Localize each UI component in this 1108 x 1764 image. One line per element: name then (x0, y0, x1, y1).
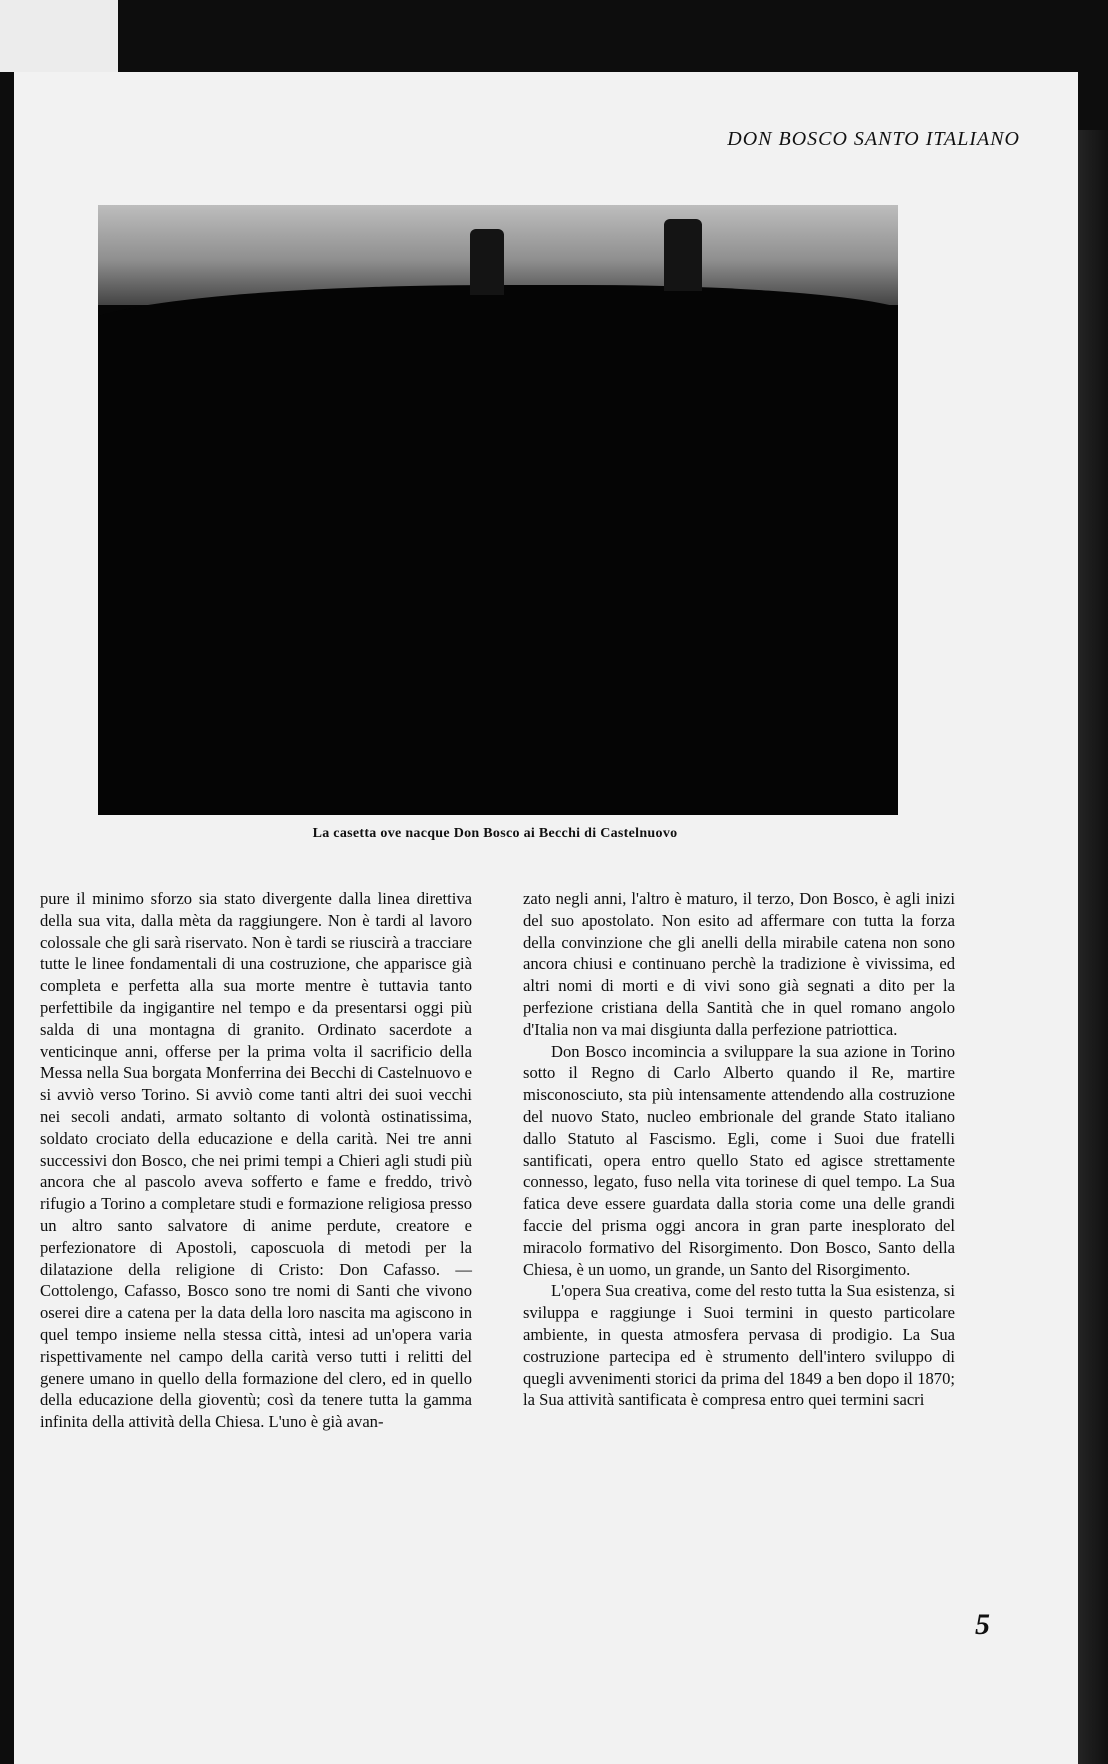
scan-corner (0, 0, 118, 72)
photo-caption: La casetta ove nacque Don Bosco ai Becchi di Castelnuovo (312, 826, 678, 841)
running-head: DON BOSCO SANTO ITALIANO (727, 128, 1020, 150)
paragraph: zato negli anni, l'altro è maturo, il terzo, Don Bosco, è agli inizi del suo apostolato. Non esito ad affermare con tutta la forza della convinzione che gli anelli della mirabile catena non sono ancora chiusi e continuano perchè la tradizione è vivissima, ed altri nomi di morti e di vivi sono già segnati a dito per la perfezione cristiana della Santità che in quel romano angolo d'Italia non va mai disgiunta dalla perfezione patriottica. (523, 889, 955, 1039)
text-column-right (523, 888, 955, 1411)
page-number: 5 (975, 1608, 990, 1641)
paragraph: L'opera Sua creativa, come del resto tutta la Sua esistenza, si sviluppa e raggiunge i Suoi termini in questo particolare ambiente, in questa atmosfera pervasa di prodigio. La Sua costruzione partecipa ed è strumento dell'intero sviluppo di quegli avvenimenti storici da prima del 1849 a ben dopo il 1870; la Sua attività santificata è compresa entro quei termini sacri (523, 1281, 955, 1410)
photo-post-right (664, 219, 702, 291)
photo-hillside (98, 285, 898, 815)
photo-post-left (470, 229, 504, 295)
paragraph: Don Bosco incomincia a sviluppare la sua azione in Torino sotto il Regno di Carlo Alberto quando il Re, martire misconosciuto, sta più intensamente attendendo alla costruzione del nuovo Stato, nucleo embrionale del grande Stato italiano dallo Statuto al Fascismo. Egli, come i Suoi due fratelli santificati, opera entro quello Stato ed agisce strettamente connesso, legato, fuso nella vita torinese di quel tempo. La Sua fatica deve essere guardata dalla storia come una delle grandi faccie del prisma oggi ancora in gran parte inesplorato del miracolo formativo del Risorgimento. Don Bosco, Santo della Chiesa, è un uomo, un grande, un Santo del Risorgimento. (523, 1041, 955, 1279)
text-column-left (40, 888, 472, 1433)
paragraph: pure il minimo sforzo sia stato divergente dalla linea direttiva della sua vita, dalla mèta da raggiungere. Non è tardi al lavoro colossale che gli sarà riservato. Non è tardi se riuscirà a tracciare tutte le linee fondamentali di una costruzione, che apparisce già completa e perfetta alla sua morte mentre è tuttavia tanto perfettibile da ingigantire nel tempo e da presentarsi oggi più salda di una montagna di granito. Ordinato sacerdote a venticinque anni, offerse per la prima volta il sacrificio della Messa nella Sua borgata Monferrina dei Becchi di Castelnuovo e si avviò verso Torino. Si avviò come tanti altri dei suoi vecchi nei secoli andati, armato soltanto di volontà ostinatissima, soldato crociato della educazione e della carità. Nei tre anni successivi don Bosco, che nei primi tempi a Chieri agli studi più ancora che al pascolo aveva sofferto e fame e freddo, trivò rifugio a Torino a completare studi e formazione religiosa presso un altro santo salvatore di anime perdute, creatore e perfezionatore di Apostoli, caposcuola di metodi per la dilatazione della religione di Cristo: Don Cafasso. — Cottolengo, Cafasso, Bosco sono tre nomi di Santi che vivono oserei dire a catena per la data della loro nascita ma agiscono in quel tempo insieme nella stessa città, intesi ad un'opera varia rispettivamente nel campo della carità verso tutti i relitti del genere umano in quello della formazione del clero, ed in quello della educazione della gioventù; così da tenere tutta la gamma infinita della attività della Chiesa. L'uno è già avan- (40, 889, 472, 1432)
photograph (98, 205, 898, 815)
